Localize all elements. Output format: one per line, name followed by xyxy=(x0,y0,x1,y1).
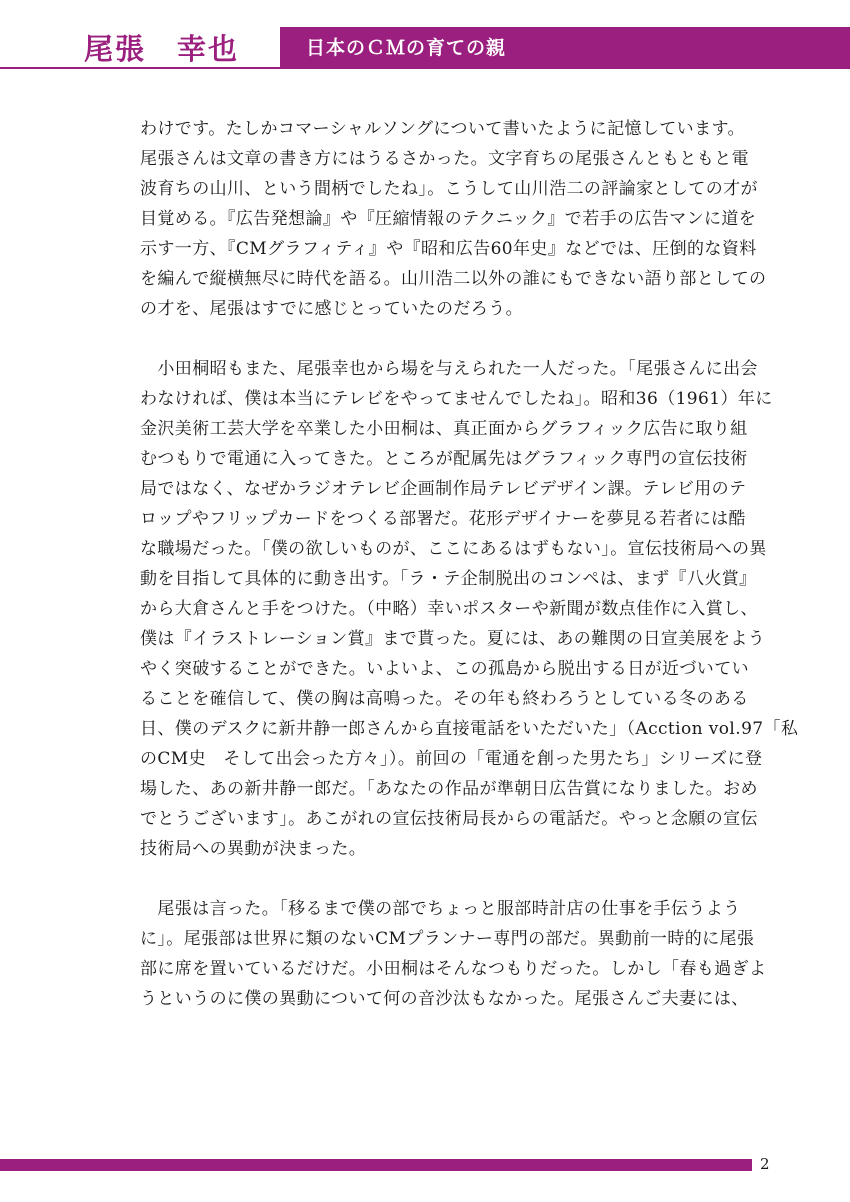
text-line: 場した、あの新井静一郎だ。「あなたの作品が準朝日広告賞になりました。おめ xyxy=(140,779,758,799)
text-line: でとうございます」。あこがれの宣伝技術局長からの電話だ。やっと念願の宣伝 xyxy=(140,809,758,829)
text-line: 尾張さんは文章の書き方にはうるさかった。文字育ちの尾張さんともともと電 xyxy=(140,149,749,169)
text-line: の才を、尾張はすでに感じとっていたのだろう。 xyxy=(140,299,523,319)
text-line: 小田桐昭もまた、尾張幸也から場を与えられた一人だった。「尾張さんに出会 xyxy=(140,359,758,379)
text-line: に」。尾張部は世界に類のないCMプランナー専門の部だ。異動前一時的に尾張 xyxy=(140,929,755,949)
text-line: わなければ、僕は本当にテレビをやってませんでしたね」。昭和36（1961）年に xyxy=(140,389,773,409)
text-line: から大倉さんと手をつけた。（中略）幸いポスターや新聞が数点佳作に入賞し、 xyxy=(140,599,758,619)
paragraph-3 xyxy=(140,894,767,1014)
text-line: を編んで縦横無尽に時代を語る。山川浩二以外の誰にもできない語り部としての xyxy=(140,269,767,289)
series-title: 日本のＣＭの育ての親 xyxy=(306,37,507,59)
text-line: うというのに僕の異動について何の音沙汰もなかった。尾張さんご夫妻には、 xyxy=(140,989,749,1009)
paragraph-gap xyxy=(140,864,756,894)
page-number: 2 xyxy=(760,1155,770,1173)
text-line: のCM史 そして出会った方々」）。前回の「電通を創った男たち」シリーズに登 xyxy=(140,749,763,769)
text-line: 尾張は言った。「移るまで僕の部でちょっと服部時計店の仕事を手伝うよう xyxy=(140,899,741,919)
text-line: ロップやフリップカードをつくる部署だ。花形デザイナーを夢見る若者には酷 xyxy=(140,509,746,529)
text-line: な職場だった。「僕の欲しいものが、ここにあるはずもない」。宣伝技術局への異 xyxy=(140,539,767,559)
text-line: 僕は『イラストレーション賞』まで貰った。夏には、あの難関の日宣美展をよう xyxy=(140,629,766,649)
text-line: ることを確信して、僕の胸は高鳴った。その年も終わろうとしている冬のある xyxy=(140,689,749,709)
text-line: 波育ちの山川、という間柄でしたね」。こうして山川浩二の評論家としての才が xyxy=(140,179,758,199)
footer-bar xyxy=(0,1159,752,1171)
text-line: 示す一方、『CMグラフィティ』や『昭和広告60年史』などでは、圧倒的な資料 xyxy=(140,239,757,259)
text-line: 日、僕のデスクに新井静一郎さんから直接電話をいただいた」（Acction vol.97「私 xyxy=(140,719,799,739)
text-line: わけです。たしかコマーシャルソングについて書いたように記憶しています。 xyxy=(140,119,745,139)
paragraph-gap xyxy=(140,324,756,354)
text-line: 技術局への異動が決まった。 xyxy=(140,839,367,859)
text-line: 動を目指して具体的に動き出す。「ラ・テ企制脱出のコンペは、まず『八火賞』 xyxy=(140,569,757,589)
text-line: むつもりで電通に入ってきた。ところが配属先はグラフィック専門の宣伝技術 xyxy=(140,449,748,469)
text-line: やく突破することができた。いよいよ、この孤島から脱出する日が近づいてい xyxy=(140,659,749,679)
paragraph-1 xyxy=(140,114,767,324)
paragraph-2 xyxy=(140,354,799,864)
text-line: 局ではなく、なぜかラジオテレビ企画制作局テレビデザイン課。テレビ用のテ xyxy=(140,479,747,499)
text-line: 金沢美術工芸大学を卒業した小田桐は、真正面からグラフィック広告に取り組 xyxy=(140,419,748,439)
article-body xyxy=(140,114,799,1014)
author-name: 尾張 幸也 xyxy=(84,32,240,66)
text-line: 部に席を置いているだけだ。小田桐はそんなつもりだった。しかし「春も過ぎよ xyxy=(140,959,767,979)
text-line: 目覚める。『広告発想論』や『圧縮情報のテクニック』で若手の広告マンに道を xyxy=(140,209,757,229)
